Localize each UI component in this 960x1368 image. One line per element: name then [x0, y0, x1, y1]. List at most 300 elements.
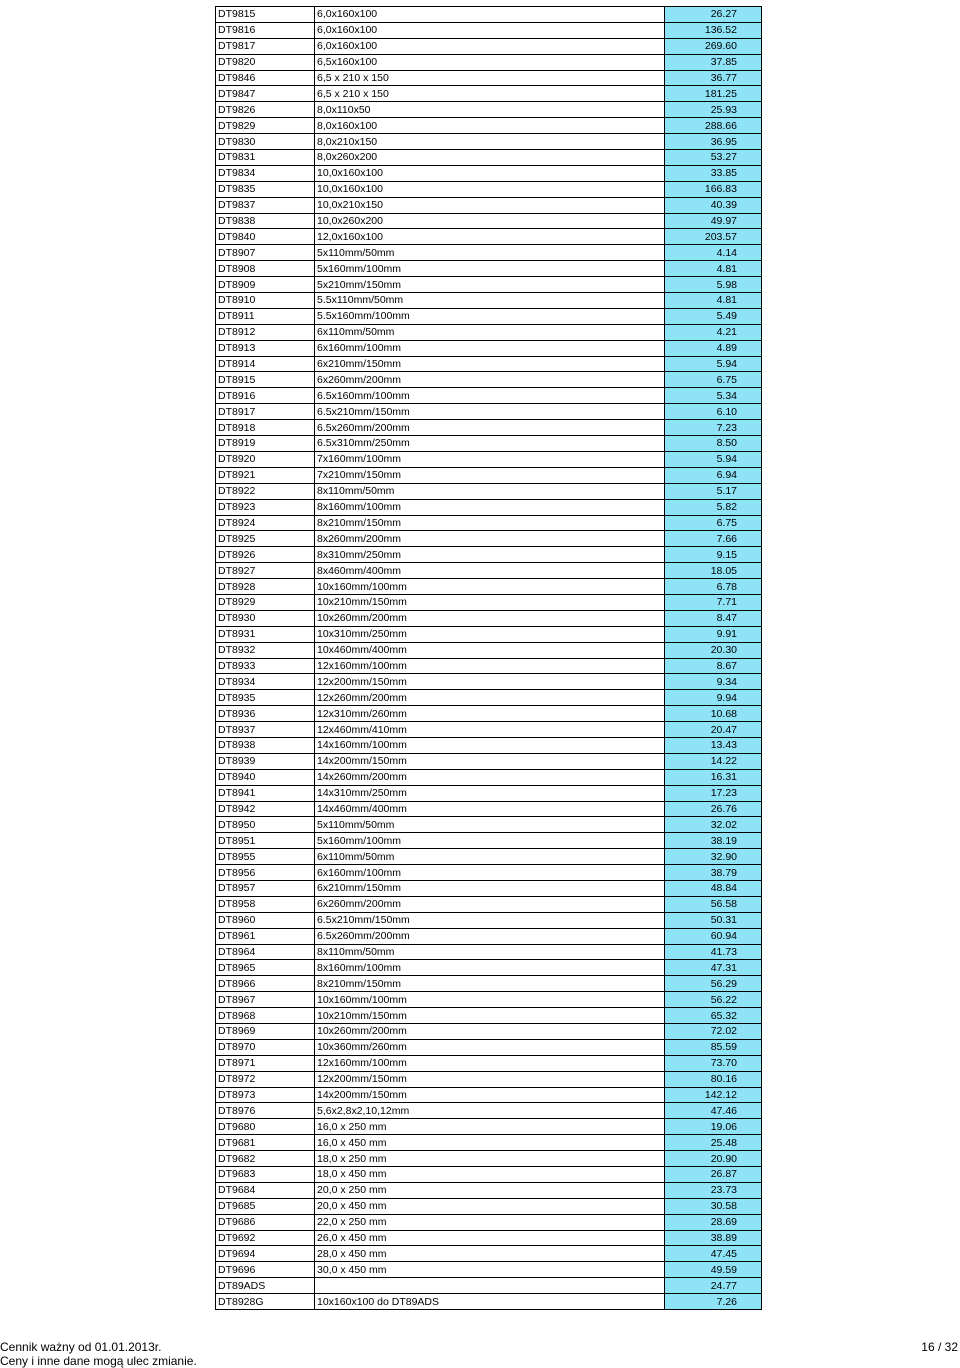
table-row	[216, 118, 762, 134]
dimensions-cell: 10x260mm/200mm	[315, 1024, 665, 1040]
price-table	[215, 6, 762, 1310]
dimensions-cell: 10,0x210x150	[315, 197, 665, 213]
price-cell: 50.31	[665, 912, 762, 928]
table-row	[216, 547, 762, 563]
price-cell: 4.81	[665, 261, 762, 277]
product-code-cell: DT8958	[216, 896, 315, 912]
table-row	[216, 229, 762, 245]
price-cell: 16.31	[665, 769, 762, 785]
table-row	[216, 86, 762, 102]
dimensions-cell: 5.5x160mm/100mm	[315, 308, 665, 324]
price-cell: 9.15	[665, 547, 762, 563]
table-row	[216, 277, 762, 293]
price-cell: 56.58	[665, 896, 762, 912]
product-code-cell: DT8972	[216, 1071, 315, 1087]
table-row	[216, 54, 762, 70]
dimensions-cell: 8x210mm/150mm	[315, 515, 665, 531]
price-cell: 28.69	[665, 1214, 762, 1230]
table-row	[216, 261, 762, 277]
price-cell: 6.78	[665, 579, 762, 595]
table-row	[216, 1087, 762, 1103]
product-code-cell: DT8965	[216, 960, 315, 976]
price-table-body	[216, 7, 762, 1310]
product-code-cell: DT9834	[216, 165, 315, 181]
dimensions-cell: 6.5x260mm/200mm	[315, 928, 665, 944]
table-row	[216, 38, 762, 54]
table-row	[216, 912, 762, 928]
table-row	[216, 197, 762, 213]
table-row	[216, 674, 762, 690]
table-row	[216, 928, 762, 944]
dimensions-cell: 6.5x310mm/250mm	[315, 436, 665, 452]
dimensions-cell: 12x160mm/100mm	[315, 658, 665, 674]
table-row	[216, 817, 762, 833]
price-cell: 32.02	[665, 817, 762, 833]
product-code-cell: DT8960	[216, 912, 315, 928]
dimensions-cell: 10x310mm/250mm	[315, 626, 665, 642]
table-row	[216, 1119, 762, 1135]
price-cell: 20.30	[665, 642, 762, 658]
table-row	[216, 483, 762, 499]
price-cell: 7.66	[665, 531, 762, 547]
product-code-cell: DT9830	[216, 134, 315, 150]
dimensions-cell: 6,5 x 210 x 150	[315, 86, 665, 102]
product-code-cell: DT8971	[216, 1055, 315, 1071]
product-code-cell: DT9686	[216, 1214, 315, 1230]
price-cell: 5.34	[665, 388, 762, 404]
dimensions-cell: 10,0x160x100	[315, 165, 665, 181]
price-cell: 14.22	[665, 753, 762, 769]
dimensions-cell: 6,0x160x100	[315, 22, 665, 38]
table-row	[216, 1294, 762, 1310]
price-cell: 72.02	[665, 1024, 762, 1040]
table-row	[216, 642, 762, 658]
price-cell: 47.46	[665, 1103, 762, 1119]
product-code-cell: DT8928	[216, 579, 315, 595]
table-row	[216, 626, 762, 642]
price-cell: 36.77	[665, 70, 762, 86]
price-cell: 48.84	[665, 880, 762, 896]
dimensions-cell: 5x160mm/100mm	[315, 833, 665, 849]
table-row	[216, 499, 762, 515]
table-row	[216, 388, 762, 404]
dimensions-cell: 6x260mm/200mm	[315, 372, 665, 388]
product-code-cell: DT8951	[216, 833, 315, 849]
price-cell: 73.70	[665, 1055, 762, 1071]
table-row	[216, 451, 762, 467]
product-code-cell: DT9846	[216, 70, 315, 86]
footer-disclaimer: Ceny i inne dane mogą ulec zmianie.	[0, 1354, 197, 1368]
product-code-cell: DT8918	[216, 420, 315, 436]
table-row	[216, 594, 762, 610]
product-code-cell: DT8938	[216, 737, 315, 753]
table-row	[216, 340, 762, 356]
table-row	[216, 801, 762, 817]
price-cell: 13.43	[665, 737, 762, 753]
price-cell: 24.77	[665, 1278, 762, 1294]
footer-notes	[0, 1340, 197, 1368]
product-code-cell: DT9826	[216, 102, 315, 118]
price-cell: 5.17	[665, 483, 762, 499]
table-row	[216, 1167, 762, 1183]
product-code-cell: DT8926	[216, 547, 315, 563]
product-code-cell: DT8923	[216, 499, 315, 515]
table-row	[216, 102, 762, 118]
dimensions-cell: 10,0x260x200	[315, 213, 665, 229]
dimensions-cell: 10x210mm/150mm	[315, 1008, 665, 1024]
table-row	[216, 658, 762, 674]
dimensions-cell: 14x200mm/150mm	[315, 1087, 665, 1103]
price-cell: 8.47	[665, 610, 762, 626]
price-cell: 56.29	[665, 976, 762, 992]
table-row	[216, 245, 762, 261]
product-code-cell: DT8955	[216, 849, 315, 865]
product-code-cell: DT8909	[216, 277, 315, 293]
price-cell: 5.49	[665, 308, 762, 324]
dimensions-cell: 18,0 x 250 mm	[315, 1151, 665, 1167]
table-row	[216, 436, 762, 452]
dimensions-cell: 14x200mm/150mm	[315, 753, 665, 769]
price-cell: 7.26	[665, 1294, 762, 1310]
price-cell: 10.68	[665, 706, 762, 722]
dimensions-cell: 6.5x210mm/150mm	[315, 404, 665, 420]
price-cell: 38.19	[665, 833, 762, 849]
dimensions-cell: 10x160mm/100mm	[315, 579, 665, 595]
dimensions-cell: 8,0x110x50	[315, 102, 665, 118]
product-code-cell: DT9817	[216, 38, 315, 54]
product-code-cell: DT8912	[216, 324, 315, 340]
price-cell: 181.25	[665, 86, 762, 102]
table-row	[216, 1246, 762, 1262]
dimensions-cell: 12x460mm/410mm	[315, 722, 665, 738]
price-cell: 5.82	[665, 499, 762, 515]
product-code-cell: DT9685	[216, 1198, 315, 1214]
table-row	[216, 165, 762, 181]
product-code-cell: DT8968	[216, 1008, 315, 1024]
dimensions-cell: 30,0 x 450 mm	[315, 1262, 665, 1278]
dimensions-cell: 14x310mm/250mm	[315, 785, 665, 801]
table-row	[216, 213, 762, 229]
dimensions-cell: 20,0 x 250 mm	[315, 1182, 665, 1198]
table-row	[216, 976, 762, 992]
table-row	[216, 960, 762, 976]
dimensions-cell: 8x210mm/150mm	[315, 976, 665, 992]
table-row	[216, 22, 762, 38]
dimensions-cell: 28,0 x 450 mm	[315, 1246, 665, 1262]
table-row	[216, 1008, 762, 1024]
price-cell: 37.85	[665, 54, 762, 70]
product-code-cell: DT8973	[216, 1087, 315, 1103]
dimensions-cell: 6.5x210mm/150mm	[315, 912, 665, 928]
dimensions-cell: 8x310mm/250mm	[315, 547, 665, 563]
price-cell: 25.93	[665, 102, 762, 118]
dimensions-cell: 6.5x160mm/100mm	[315, 388, 665, 404]
product-code-cell: DT8970	[216, 1039, 315, 1055]
product-code-cell: DT8935	[216, 690, 315, 706]
product-code-cell: DT8932	[216, 642, 315, 658]
table-row	[216, 1198, 762, 1214]
price-cell: 5.94	[665, 356, 762, 372]
product-code-cell: DT9840	[216, 229, 315, 245]
table-row	[216, 531, 762, 547]
dimensions-cell: 16,0 x 250 mm	[315, 1119, 665, 1135]
price-cell: 5.94	[665, 451, 762, 467]
price-cell: 30.58	[665, 1198, 762, 1214]
product-code-cell: DT8925	[216, 531, 315, 547]
table-row	[216, 1024, 762, 1040]
dimensions-cell: 18,0 x 450 mm	[315, 1167, 665, 1183]
table-row	[216, 785, 762, 801]
dimensions-cell: 16,0 x 450 mm	[315, 1135, 665, 1151]
table-row	[216, 992, 762, 1008]
dimensions-cell: 10x360mm/260mm	[315, 1039, 665, 1055]
table-row	[216, 880, 762, 896]
product-code-cell: DT8919	[216, 436, 315, 452]
dimensions-cell: 8x260mm/200mm	[315, 531, 665, 547]
table-row	[216, 293, 762, 309]
table-row	[216, 706, 762, 722]
dimensions-cell: 6,5 x 210 x 150	[315, 70, 665, 86]
dimensions-cell: 12x260mm/200mm	[315, 690, 665, 706]
product-code-cell: DT8936	[216, 706, 315, 722]
table-row	[216, 944, 762, 960]
dimensions-cell: 20,0 x 450 mm	[315, 1198, 665, 1214]
table-row	[216, 134, 762, 150]
product-code-cell: DT9684	[216, 1182, 315, 1198]
price-cell: 288.66	[665, 118, 762, 134]
product-code-cell: DT9820	[216, 54, 315, 70]
table-row	[216, 404, 762, 420]
product-code-cell: DT8921	[216, 467, 315, 483]
table-row	[216, 579, 762, 595]
price-cell: 38.79	[665, 865, 762, 881]
price-cell: 85.59	[665, 1039, 762, 1055]
dimensions-cell: 8,0x260x200	[315, 150, 665, 166]
price-cell: 9.34	[665, 674, 762, 690]
product-code-cell: DT9680	[216, 1119, 315, 1135]
product-code-cell: DT8911	[216, 308, 315, 324]
table-row	[216, 737, 762, 753]
dimensions-cell: 5.5x110mm/50mm	[315, 293, 665, 309]
dimensions-cell: 6x210mm/150mm	[315, 880, 665, 896]
dimensions-cell: 10,0x160x100	[315, 181, 665, 197]
price-cell: 7.23	[665, 420, 762, 436]
product-code-cell: DT9847	[216, 86, 315, 102]
price-cell: 17.23	[665, 785, 762, 801]
product-code-cell: DT8929	[216, 594, 315, 610]
product-code-cell: DT8924	[216, 515, 315, 531]
price-cell: 26.27	[665, 7, 762, 23]
dimensions-cell: 12x310mm/260mm	[315, 706, 665, 722]
dimensions-cell	[315, 1278, 665, 1294]
price-cell: 26.87	[665, 1167, 762, 1183]
product-code-cell: DT8914	[216, 356, 315, 372]
product-code-cell: DT9831	[216, 150, 315, 166]
product-code-cell: DT9838	[216, 213, 315, 229]
product-code-cell: DT8933	[216, 658, 315, 674]
price-cell: 65.32	[665, 1008, 762, 1024]
price-cell: 49.97	[665, 213, 762, 229]
dimensions-cell: 5,6x2,8x2,10,12mm	[315, 1103, 665, 1119]
dimensions-cell: 6,5x160x100	[315, 54, 665, 70]
product-code-cell: DT9694	[216, 1246, 315, 1262]
dimensions-cell: 8x160mm/100mm	[315, 499, 665, 515]
product-code-cell: DT9683	[216, 1167, 315, 1183]
table-row	[216, 1071, 762, 1087]
table-row	[216, 70, 762, 86]
table-row	[216, 150, 762, 166]
dimensions-cell: 6x110mm/50mm	[315, 324, 665, 340]
price-cell: 49.59	[665, 1262, 762, 1278]
table-row	[216, 324, 762, 340]
price-cell: 19.06	[665, 1119, 762, 1135]
product-code-cell: DT9682	[216, 1151, 315, 1167]
product-code-cell: DT8927	[216, 563, 315, 579]
price-cell: 47.31	[665, 960, 762, 976]
product-code-cell: DT8956	[216, 865, 315, 881]
table-row	[216, 181, 762, 197]
dimensions-cell: 8x110mm/50mm	[315, 944, 665, 960]
price-cell: 18.05	[665, 563, 762, 579]
dimensions-cell: 5x160mm/100mm	[315, 261, 665, 277]
price-cell: 142.12	[665, 1087, 762, 1103]
table-row	[216, 1103, 762, 1119]
price-cell: 6.94	[665, 467, 762, 483]
price-cell: 40.39	[665, 197, 762, 213]
product-code-cell: DT8969	[216, 1024, 315, 1040]
product-code-cell: DT8908	[216, 261, 315, 277]
table-row	[216, 467, 762, 483]
table-row	[216, 372, 762, 388]
price-cell: 60.94	[665, 928, 762, 944]
price-cell: 136.52	[665, 22, 762, 38]
price-cell: 166.83	[665, 181, 762, 197]
product-code-cell: DT9837	[216, 197, 315, 213]
product-code-cell: DT8915	[216, 372, 315, 388]
price-cell: 80.16	[665, 1071, 762, 1087]
table-row	[216, 896, 762, 912]
product-code-cell: DT8940	[216, 769, 315, 785]
dimensions-cell: 5x110mm/50mm	[315, 245, 665, 261]
product-code-cell: DT8957	[216, 880, 315, 896]
price-cell: 7.71	[665, 594, 762, 610]
dimensions-cell: 10x160x100 do DT89ADS	[315, 1294, 665, 1310]
table-row	[216, 1135, 762, 1151]
product-code-cell: DT8950	[216, 817, 315, 833]
dimensions-cell: 14x460mm/400mm	[315, 801, 665, 817]
product-code-cell: DT9692	[216, 1230, 315, 1246]
dimensions-cell: 5x210mm/150mm	[315, 277, 665, 293]
product-code-cell: DT8976	[216, 1103, 315, 1119]
dimensions-cell: 12x200mm/150mm	[315, 674, 665, 690]
table-row	[216, 420, 762, 436]
price-cell: 36.95	[665, 134, 762, 150]
table-row	[216, 833, 762, 849]
dimensions-cell: 8x110mm/50mm	[315, 483, 665, 499]
price-cell: 47.45	[665, 1246, 762, 1262]
price-cell: 269.60	[665, 38, 762, 54]
product-code-cell: DT8907	[216, 245, 315, 261]
price-cell: 38.89	[665, 1230, 762, 1246]
product-code-cell: DT8910	[216, 293, 315, 309]
price-cell: 4.14	[665, 245, 762, 261]
table-row	[216, 563, 762, 579]
table-row	[216, 1182, 762, 1198]
dimensions-cell: 26,0 x 450 mm	[315, 1230, 665, 1246]
table-row	[216, 1214, 762, 1230]
product-code-cell: DT9696	[216, 1262, 315, 1278]
dimensions-cell: 8x160mm/100mm	[315, 960, 665, 976]
product-code-cell: DT8966	[216, 976, 315, 992]
product-code-cell: DT8961	[216, 928, 315, 944]
dimensions-cell: 6,0x160x100	[315, 7, 665, 23]
dimensions-cell: 10x160mm/100mm	[315, 992, 665, 1008]
table-row	[216, 1151, 762, 1167]
table-row	[216, 515, 762, 531]
price-cell: 41.73	[665, 944, 762, 960]
product-code-cell: DT8920	[216, 451, 315, 467]
price-cell: 33.85	[665, 165, 762, 181]
dimensions-cell: 6x160mm/100mm	[315, 340, 665, 356]
price-cell: 4.21	[665, 324, 762, 340]
product-code-cell: DT9835	[216, 181, 315, 197]
table-row	[216, 1039, 762, 1055]
dimensions-cell: 7x160mm/100mm	[315, 451, 665, 467]
table-row	[216, 7, 762, 23]
product-code-cell: DT9816	[216, 22, 315, 38]
product-code-cell: DT8917	[216, 404, 315, 420]
product-code-cell: DT8941	[216, 785, 315, 801]
footer-validity-note: Cennik ważny od 01.01.2013r.	[0, 1340, 162, 1354]
dimensions-cell: 10x210mm/150mm	[315, 594, 665, 610]
table-row	[216, 1055, 762, 1071]
price-cell: 4.89	[665, 340, 762, 356]
price-cell: 6.10	[665, 404, 762, 420]
price-cell: 6.75	[665, 515, 762, 531]
table-row	[216, 849, 762, 865]
product-code-cell: DT9681	[216, 1135, 315, 1151]
dimensions-cell: 10x460mm/400mm	[315, 642, 665, 658]
table-row	[216, 1262, 762, 1278]
page-number: 16 / 32	[921, 1340, 958, 1354]
dimensions-cell: 8,0x210x150	[315, 134, 665, 150]
price-cell: 9.94	[665, 690, 762, 706]
product-code-cell: DT8967	[216, 992, 315, 1008]
product-code-cell: DT8913	[216, 340, 315, 356]
price-cell: 25.48	[665, 1135, 762, 1151]
price-cell: 4.81	[665, 293, 762, 309]
product-code-cell: DT89ADS	[216, 1278, 315, 1294]
dimensions-cell: 8,0x160x100	[315, 118, 665, 134]
product-code-cell: DT8931	[216, 626, 315, 642]
product-code-cell: DT8916	[216, 388, 315, 404]
product-code-cell: DT8939	[216, 753, 315, 769]
dimensions-cell: 6.5x260mm/200mm	[315, 420, 665, 436]
price-cell: 53.27	[665, 150, 762, 166]
product-code-cell: DT8930	[216, 610, 315, 626]
table-row	[216, 1230, 762, 1246]
product-code-cell: DT8934	[216, 674, 315, 690]
dimensions-cell: 6x260mm/200mm	[315, 896, 665, 912]
dimensions-cell: 5x110mm/50mm	[315, 817, 665, 833]
price-cell: 9.91	[665, 626, 762, 642]
product-code-cell: DT8928G	[216, 1294, 315, 1310]
product-code-cell: DT8964	[216, 944, 315, 960]
dimensions-cell: 14x160mm/100mm	[315, 737, 665, 753]
price-cell: 26.76	[665, 801, 762, 817]
table-row	[216, 753, 762, 769]
product-code-cell: DT8942	[216, 801, 315, 817]
